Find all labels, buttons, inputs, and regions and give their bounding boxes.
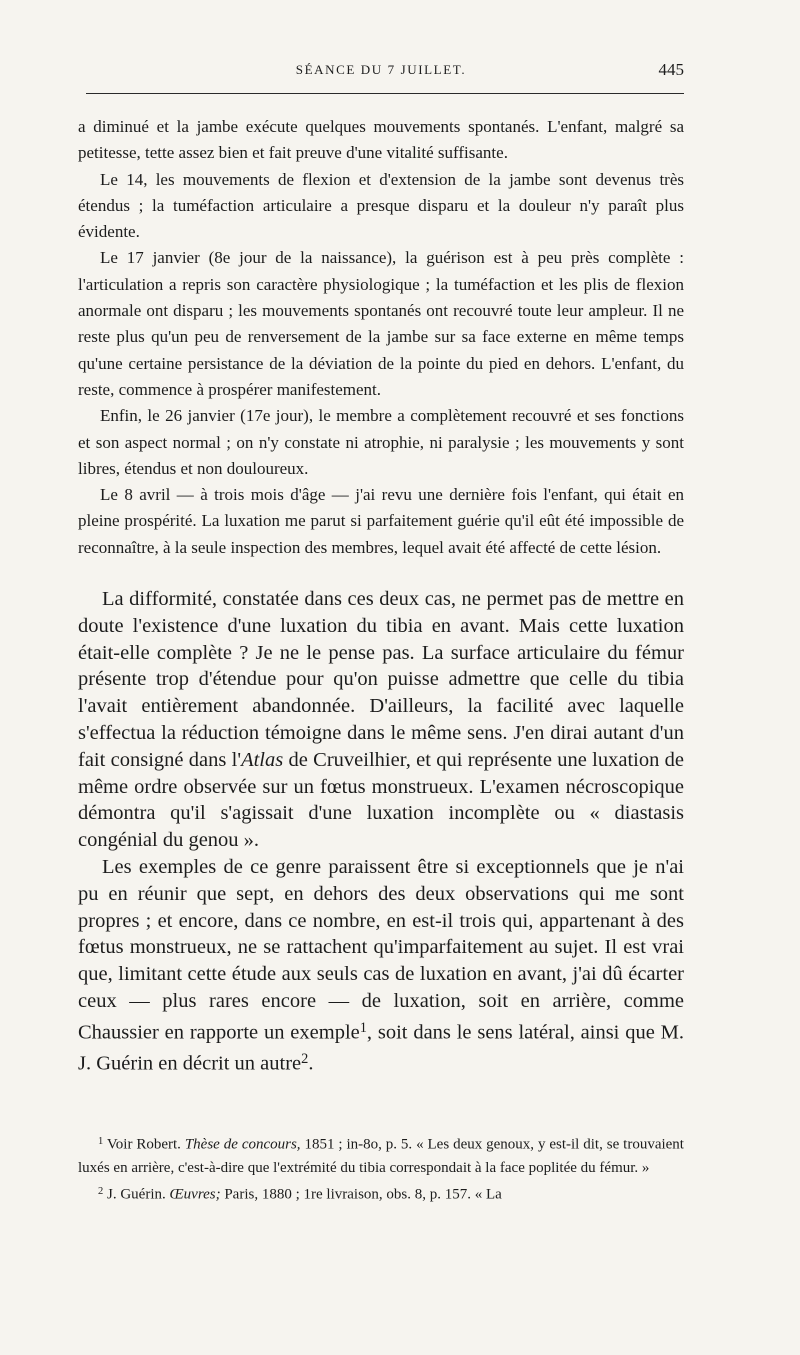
text-run: Les exemples de ce genre paraissent être si exceptionnels que je n'ai pu en réunir que sept, en dehors des deux observations qui me sont propres ; et encore, dans ce nombre, en est-il trois qui, appartenant à des fœtus monstrueux, ne se rattachent qu'imparfaitement au sujet. Il est vrai que, limitant cette étude aux seuls cas de luxation en avant, j'ai dû écarter ceux — plus rares encore — de luxation, soit en arrière, comme Chaussier en rapporte un exemple — [78, 855, 684, 1044]
observation-text — [78, 114, 684, 561]
paragraph: Le 8 avril — à trois mois d'âge — j'ai revu une dernière fois l'enfant, qui était en pleine prospérité. La luxation me parut si parfaitement guérie qu'il eût été impossible de reconnaître, à la seule inspection des membres, lequel avait été affecté de cette lésion. — [78, 485, 684, 557]
italic-title: Œuvres; — [169, 1186, 221, 1203]
book-page — [78, 0, 684, 1355]
text-run: Paris, 1880 ; 1re livraison, obs. 8, p. 157. « La — [220, 1186, 502, 1203]
text-run: La difformité, constatée dans ces deux cas, ne permet pas de mettre en doute l'existence d'une luxation du tibia en avant. Mais cette luxation était-elle complète ? Je ne le pense pas. La surface articulaire du fémur présente trop d'étendue pour qu'on puisse admettre que celle du tibia l'avait entièrement abandonnée. D'ailleurs, la facilité avec laquelle s'effectua la réduction témoigne dans le même sens. J'en dirai autant d'un fait consigné dans l' — [78, 588, 684, 771]
paragraph: Le 17 janvier (8e jour de la naissance), la guérison est à peu près complète : l'articulation a repris son caractère physiologique ; la tuméfaction et les plis de flexion anormale ont disparu ; les mouvements spontanés ont recouvré toute leur ampleur. Il ne reste plus qu'un peu de renversement de la jambe sur sa face externe en même temps qu'une certaine persistance de la déviation de la pointe du pied en dehors. L'enfant, du reste, commence à prospérer manifestement. — [78, 248, 684, 399]
page-number: 445 — [658, 60, 684, 79]
paragraph: Le 14, les mouvements de flexion et d'extension de la jambe sont devenus très étendus ; la tuméfaction articulaire a presque disparu et la douleur n'y paraît plus évidente. — [78, 169, 684, 242]
discussion-text — [78, 586, 684, 1077]
text-run: 1851 ; in-8o, p. 5. « Les deux genoux, y est-il dit, se trouvaient luxés en arrière, c'est-à-dire que l'extrémité du tibia correspondait à la face poplitée du fémur. » — [78, 1136, 684, 1176]
italic-title: Atlas — [241, 748, 284, 771]
footnote-1 — [78, 1130, 684, 1180]
footnote-mark: 2 — [98, 1185, 104, 1197]
footnotes — [78, 1130, 684, 1206]
paragraph: Enfin, le 26 janvier (17e jour), le membre a complètement recouvré et ses fonctions et son aspect normal ; on n'y constate ni atrophie, ni paralysie ; les mouvements y sont libres, étendus et non douloureux. — [78, 406, 684, 478]
footnote-ref-2: 2 — [301, 1051, 309, 1067]
text-run: . — [308, 1052, 314, 1075]
header-rule — [86, 93, 684, 94]
text-run: , soit dans le sens latéral, ainsi que M. J. Guérin en décrit un autre — [78, 1021, 684, 1075]
text-run: de Cruveilhier, et qui représente une luxation de même ordre observée sur un fœtus monstrueux. L'examen nécroscopique démontra qu'il s'agissait d'une luxation incomplète ou « diastasis congénial du genou ». — [78, 748, 684, 852]
paragraph — [78, 854, 684, 1077]
footnote-ref-1: 1 — [359, 1019, 367, 1036]
running-head — [78, 60, 684, 84]
paragraph — [78, 586, 684, 854]
text-run: Voir Robert. — [103, 1136, 185, 1153]
italic-title: Thèse de concours, — [184, 1136, 301, 1153]
paragraph: a diminué et la jambe exécute quelques mouvements spontanés. L'enfant, malgré sa petitesse, tette assez bien et fait preuve d'une vitalité suffisante. — [78, 117, 684, 163]
text-run: J. Guérin. — [103, 1186, 170, 1203]
footnote-2 — [78, 1180, 684, 1207]
footnote-mark: 1 — [98, 1136, 104, 1147]
running-title: SÉANCE DU 7 JUILLET. — [295, 62, 467, 77]
